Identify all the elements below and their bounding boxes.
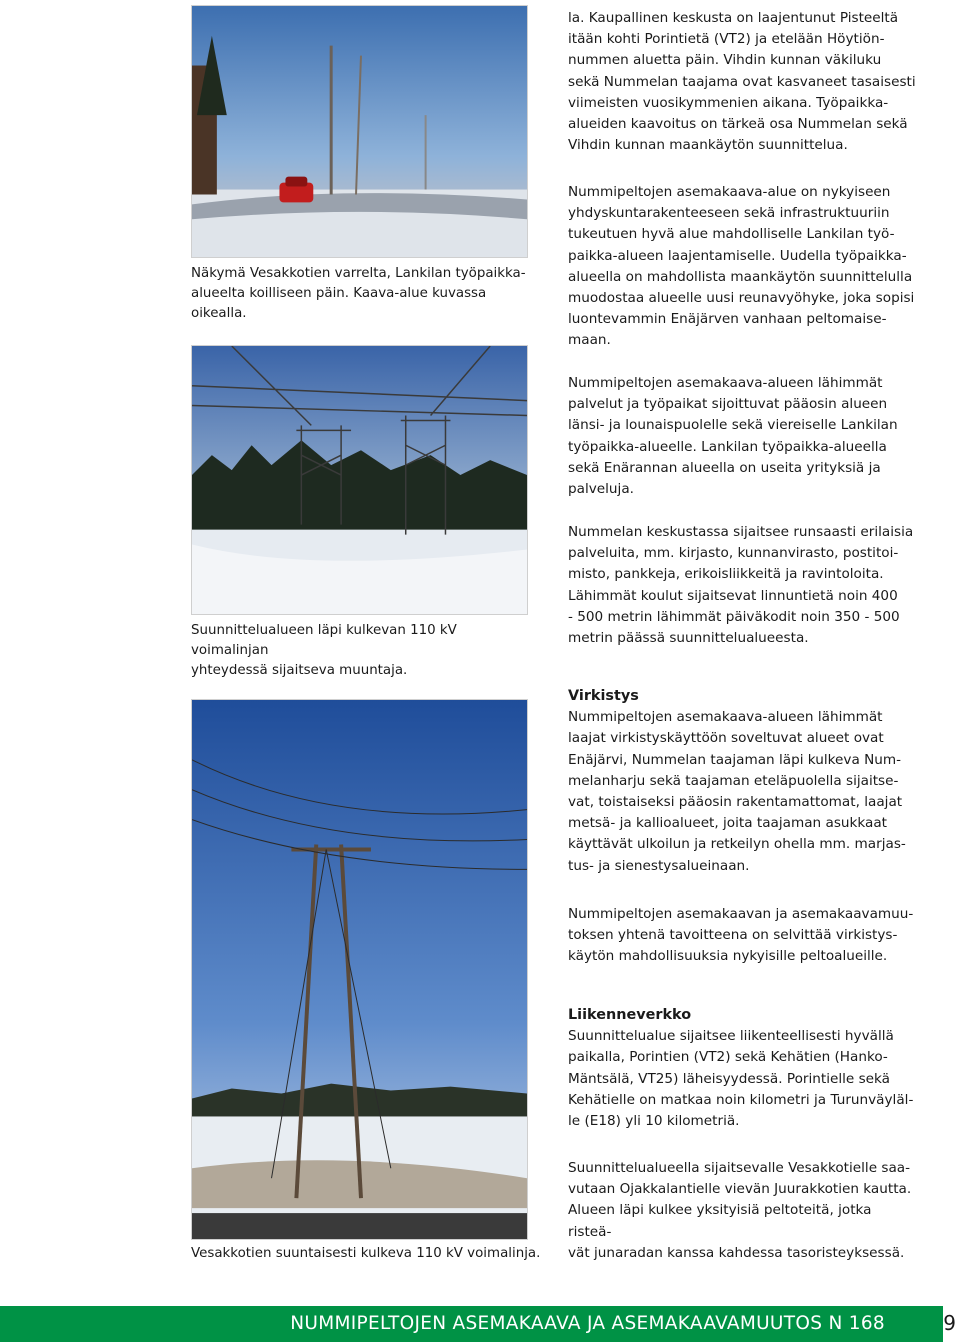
paragraph-text: Suunnittelualueella sijaitsevalle Vesakkotielle saa- vutaan Ojakkalantielle vievän Juurakkotien kautta. Alueen läpi kulkee yksityisiä peltoteitä, jotka risteä- vät junaradan kanssa kahdessa tasoristeyksessä.	[568, 1160, 912, 1261]
paragraph-kaupallinen-keskusta	[568, 8, 918, 156]
paragraph-lahimmat-palvelut	[568, 373, 918, 500]
section-virkistys	[568, 686, 918, 877]
paragraph-nummelan-keskusta	[568, 522, 918, 649]
paragraph-text: Nummipeltojen asemakaavan ja asemakaavamuu- toksen yhtenä tavoitteena on selvittää virkistys- käytön mahdollisuuksia nykyisille peltoalueille.	[568, 906, 914, 965]
paragraph-text: Suunnittelualue sijaitsee liikenteellisesti hyvällä paikalla, Porintien (VT2) sekä Kehätien (Hanko- Mäntsälä, VT25) läheisyydessä. Porintielle sekä Kehätielle on matkaa noin kilometri ja Turunväyläl- le (E18) yli 10 kilometriä.	[568, 1028, 914, 1130]
section-heading-liikenneverkko: Liikenneverkko	[568, 1007, 692, 1023]
paragraph-text: la. Kaupallinen keskusta on laajentunut Pisteeltä itään kohti Porintietä (VT2) ja etelään Höytiön- nummen aluetta päin. Vihdin kunnan väkiluku sekä Nummelan taajama ovat kasvaneet tasaisesti viimeisten vuosikymmenien aikana. Työpaikka- alueiden kaavoitus on tärkeä osa Nummelan sekä Vihdin kunnan maankäytön suunnittelua.	[568, 10, 916, 154]
paragraph-text: Nummelan keskustassa sijaitsee runsaasti erilaisia palveluita, mm. kirjasto, kunnanvirasto, postitoi- misto, pankkeja, erikoisliikkeitä ja ravintoloita. Lähimmät koulut sijaitsevat linnuntietä noin 400 - 500 metrin lähimmät päiväkodit noin 350 - 500 metrin päässä suunnittelualueesta.	[568, 524, 914, 647]
paragraph-text: Nummipeltojen asemakaava-alueen lähimmät laajat virkistyskäyttöön soveltuvat alueet ovat Enäjärvi, Nummelan taajaman läpi kulkeva Num- melanharju sekä taajaman eteläpuolella sijaitse- vat, toistaiseksi pääosin rakentamattomat, laajat metsä- ja kallioalueet, joita taajaman asukkaat käyttävät ulkoilun ja retkeilyn ohella mm. marjas- tus- ja sienestysalueinaan.	[568, 709, 906, 874]
section-heading-virkistys: Virkistys	[568, 688, 639, 704]
photo3-caption: Vesakkotien suuntaisesti kulkeva 110 kV voimalinja.	[191, 1246, 541, 1261]
section-liikenneverkko	[568, 1005, 918, 1132]
paragraph-text: Nummipeltojen asemakaava-alue on nykyiseen yhdyskuntarakenteeseen sekä infrastruktuuriin tukeutuen hyvä alue mahdolliselle Lankilan työ- paikka-alueen laajentamiselle. Uudella työpaikka- alueella on mahdollista maankäytön suunnittelulla muodostaa alueelle uusi reunavyöhyke, joka sopisi luontevammin Enäjärven vanhaan peltomaise- maan.	[568, 184, 915, 349]
winter-parking-lot-photo	[191, 5, 528, 258]
page-number-box	[943, 1306, 960, 1342]
page-number: 9	[943, 1311, 956, 1335]
power-line-pylon-photo	[191, 699, 528, 1240]
footer-bar	[0, 1306, 943, 1342]
photo2-caption: Suunnittelualueen läpi kulkevan 110 kV voimalinjan yhteydessä sijaitseva muuntaja.	[191, 623, 457, 678]
paragraph-text: Nummipeltojen asemakaava-alueen lähimmät palvelut ja työpaikat sijoittuvat pääosin alueen länsi- ja lounaispuolelle sekä viereiselle Lankilan työpaikka-alueelle. Lankilan työpaikka-alueella sekä Enärannan alueella on useita yrityksiä ja palveluja.	[568, 375, 898, 498]
transformer-station-photo	[191, 345, 528, 615]
photo1-caption: Näkymä Vesakkotien varrelta, Lankilan työpaikka- alueelta koilliseen päin. Kaava-alue kuvassa oikealla.	[191, 266, 526, 321]
paragraph-asemakaava-alue	[568, 182, 918, 352]
paragraph-virkistys-tavoite	[568, 904, 918, 968]
footer-document-title: NUMMIPELTOJEN ASEMAKAAVA JA ASEMAKAAVAMUUTOS N 168	[290, 1313, 885, 1334]
paragraph-vesakkotie	[568, 1158, 918, 1264]
